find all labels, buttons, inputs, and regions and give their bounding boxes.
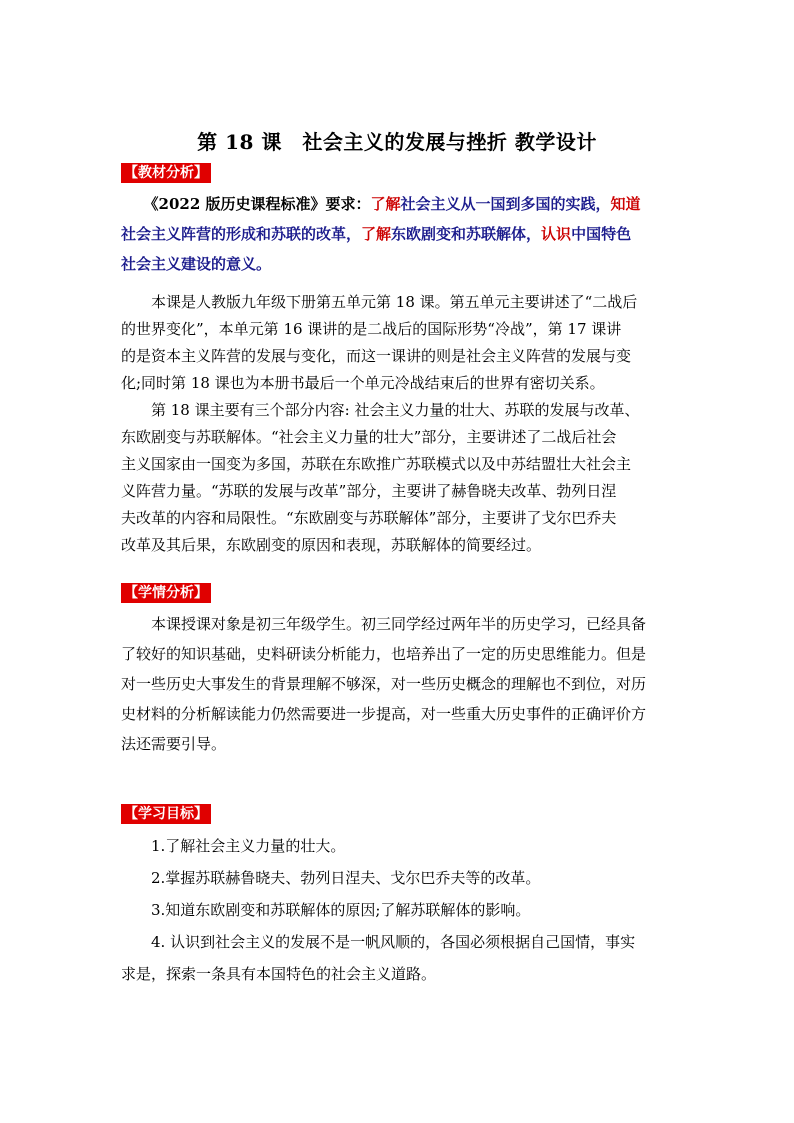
keyword-red: 认识 — [541, 225, 572, 243]
text-line: 主义国家由一国变为多国，苏联在东欧推广苏联模式以及中苏结盟壮大社会主 — [121, 455, 632, 473]
text-line: 化;同时第 18 课也为本册书最后一个单元冷战结束后的世界有密切关系。 — [121, 374, 605, 392]
section-heading-textbook-analysis: 【教材分析】 — [121, 163, 211, 183]
section-heading-student-analysis: 【学情分析】 — [121, 583, 211, 603]
text-line: 法还需要引导。 — [121, 735, 227, 753]
text-line: 义阵营力量。“苏联的发展与改革”部分，主要讲了赫鲁晓夫改革、勃列日涅 — [121, 482, 617, 500]
text-line: 了较好的知识基础，史料研读分析能力，也培养出了一定的历史思维能力。但是 — [121, 645, 647, 663]
objective-item: 3.知道东欧剧变和苏联解体的原因;了解苏联解体的影响。 — [121, 901, 531, 919]
curriculum-standard-paragraph — [121, 189, 677, 279]
standard-line-1 — [121, 189, 677, 219]
section-heading-learning-objectives: 【学习目标】 — [121, 804, 211, 824]
text-line: 第 18 课主要有三个部分内容: 社会主义力量的壮大、苏联的发展与改革、 — [121, 401, 640, 419]
text-line: 对一些历史大事发生的背景理解不够深，对一些历史概念的理解也不到位，对历 — [121, 675, 647, 693]
lesson-overview-paragraph — [121, 289, 677, 397]
text-line: 夫改革的内容和局限性。“东欧剧变与苏联解体”部分，主要讲了戈尔巴乔夫 — [121, 509, 617, 527]
objective-item: 4. 认识到社会主义的发展不是一帆风顺的，各国必须根据自己国情，事实 — [121, 933, 636, 951]
learning-objectives-list — [121, 830, 677, 990]
keyword-blue: 社会主义阵营的形成和苏联的改革， — [121, 225, 362, 243]
standard-line-3: 社会主义建设的意义。 — [121, 255, 272, 273]
text-line: 本课授课对象是初三年级学生。初三同学经过两年半的历史学习，已经具备 — [121, 615, 647, 633]
objective-item: 1.了解社会主义力量的壮大。 — [121, 837, 346, 855]
standard-lead: 《2022 版历史课程标准》要求： — [151, 195, 371, 213]
keyword-red: 知道 — [610, 195, 641, 213]
text-line: 的是资本主义阵营的发展与变化，而这一课讲的则是社会主义阵营的发展与变 — [121, 347, 632, 365]
page-title: 第 18 课 社会主义的发展与挫折 教学设计 — [197, 130, 597, 154]
objective-item: 求是，探索一条具有本国特色的社会主义道路。 — [121, 965, 437, 983]
text-line: 本课是人教版九年级下册第五单元第 18 课。第五单元主要讲述了“二战后 — [121, 293, 638, 311]
text-line: 东欧剧变与苏联解体。“社会主义力量的壮大”部分，主要讲述了二战后社会 — [121, 428, 617, 446]
text-line: 的世界变化”，本单元第 16 课讲的是二战后的国际形势“冷战”，第 17 课讲 — [121, 320, 622, 338]
keyword-blue: 中国特色 — [571, 225, 632, 243]
standard-line-2 — [121, 219, 677, 249]
keyword-blue: 东欧剧变和苏联解体， — [391, 225, 542, 243]
student-analysis-paragraph — [121, 609, 677, 759]
keyword-blue: 社会主义从一国到多国的实践， — [400, 195, 611, 213]
keyword-red: 了解 — [370, 195, 401, 213]
keyword-red: 了解 — [361, 225, 392, 243]
objective-item: 2.掌握苏联赫鲁晓夫、勃列日涅夫、戈尔巴乔夫等的改革。 — [121, 869, 541, 887]
text-line: 史材料的分析解读能力仍然需要进一步提高，对一些重大历史事件的正确评价方 — [121, 705, 647, 723]
lesson-content-paragraph — [121, 397, 677, 559]
text-line: 改革及其后果，东欧剧变的原因和表现，苏联解体的简要经过。 — [121, 536, 542, 554]
